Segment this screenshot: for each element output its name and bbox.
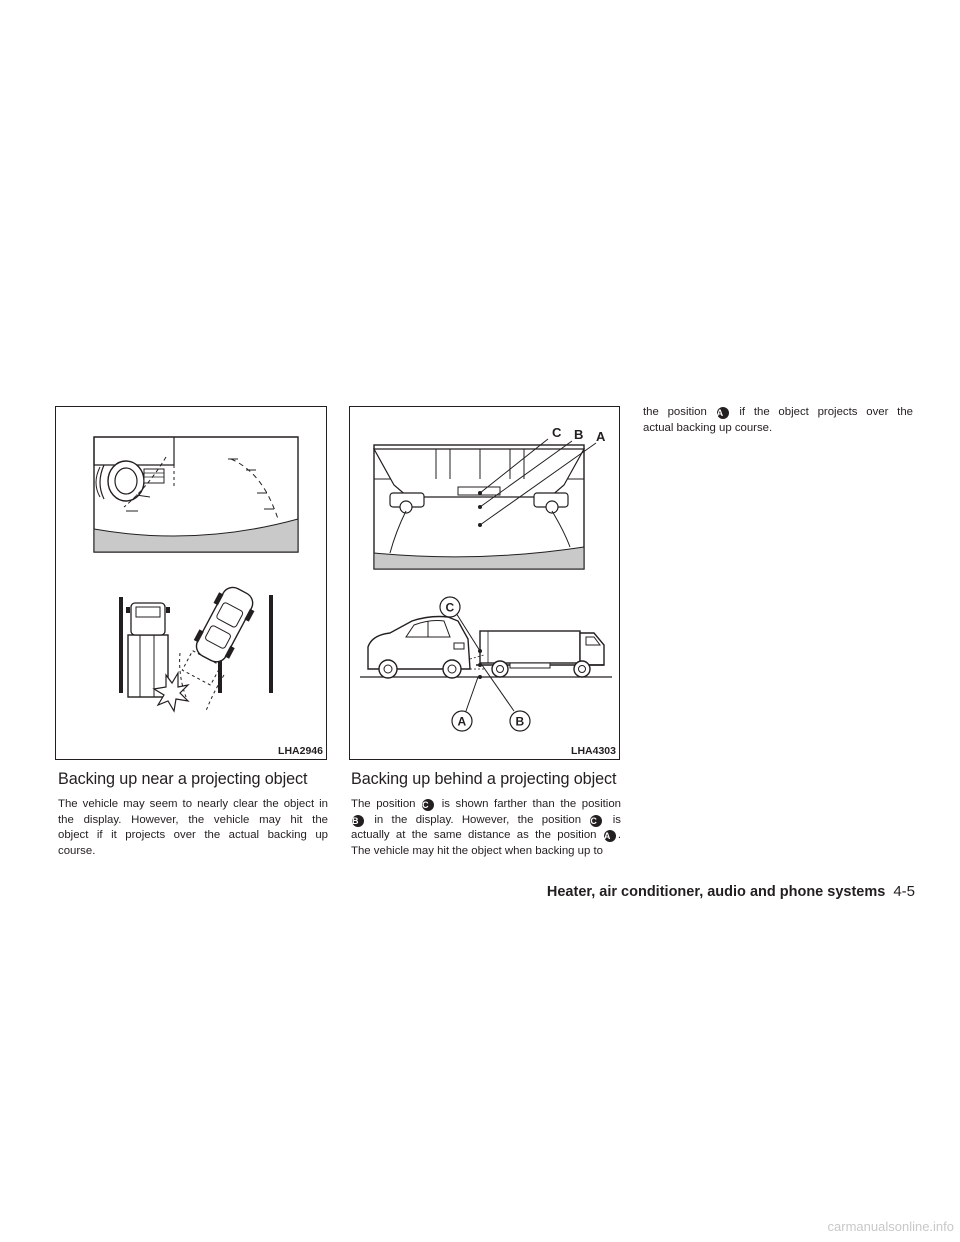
text-run: in the display. However, the position (366, 813, 590, 826)
top-view-parking (119, 582, 273, 711)
circled-letter-marker: B (352, 815, 364, 827)
text-line (351, 797, 621, 813)
text-line (58, 813, 328, 829)
text-line (351, 828, 621, 844)
label-c-top: C (552, 425, 562, 440)
text-run: is shown farther than the position (436, 798, 622, 810)
text-run: the display. However, the vehicle may hit the (58, 813, 328, 826)
page-footer (520, 883, 915, 900)
paragraph-continuation (643, 405, 913, 436)
circled-letter-marker: C (422, 799, 434, 811)
label-b-side: B (515, 714, 525, 729)
text-line (351, 844, 621, 860)
text-run: object if it projects over the actual backing up (58, 829, 328, 842)
text-run: The position (351, 798, 422, 810)
figure-1-illustration (56, 407, 326, 759)
text-run: actually at the same distance as the position (351, 829, 603, 842)
figure-code: LHA4303 (571, 745, 616, 757)
text-run: The vehicle may seem to nearly clear the object in (58, 798, 328, 810)
text-run: . (617, 829, 621, 842)
heading-backing-near: Backing up near a projecting object (58, 770, 308, 788)
text-run: actual backing up course. (643, 421, 773, 434)
text-run: the position (643, 406, 716, 418)
circled-letter-marker: A (604, 830, 616, 842)
figure-backing-behind-projecting-object (349, 406, 620, 760)
text-run: The vehicle may hit the object when backing up to (351, 844, 604, 857)
circled-letter-marker: C (590, 815, 602, 827)
paragraph-backing-near (58, 797, 328, 859)
text-run: if the object projects over the (730, 406, 913, 418)
label-a-top: A (596, 429, 606, 444)
text-line (58, 797, 328, 813)
figure-2-illustration (350, 407, 619, 759)
label-b-top: B (574, 427, 584, 442)
label-c-side: C (445, 600, 455, 615)
text-line (643, 421, 913, 437)
text-run: is (604, 813, 621, 826)
rear-camera-display (374, 425, 606, 569)
text-run: course. (58, 844, 96, 857)
text-line (58, 828, 328, 844)
text-line (351, 813, 621, 829)
heading-backing-behind: Backing up behind a projecting object (351, 770, 617, 788)
side-view-car-and-truck (360, 597, 612, 731)
label-a-side: A (457, 714, 467, 729)
text-line (58, 844, 328, 860)
watermark: carmanualsonline.info (827, 1219, 954, 1234)
figure-code: LHA2946 (278, 745, 323, 757)
page-number: 4-5 (893, 883, 915, 900)
circled-letter-marker: A (717, 407, 729, 419)
footer-section-title: Heater, air conditioner, audio and phone systems (546, 884, 886, 900)
figure-backing-near-projecting-object (55, 406, 327, 760)
text-line (643, 405, 913, 421)
paragraph-backing-behind (351, 797, 621, 859)
rear-camera-display (94, 437, 298, 552)
